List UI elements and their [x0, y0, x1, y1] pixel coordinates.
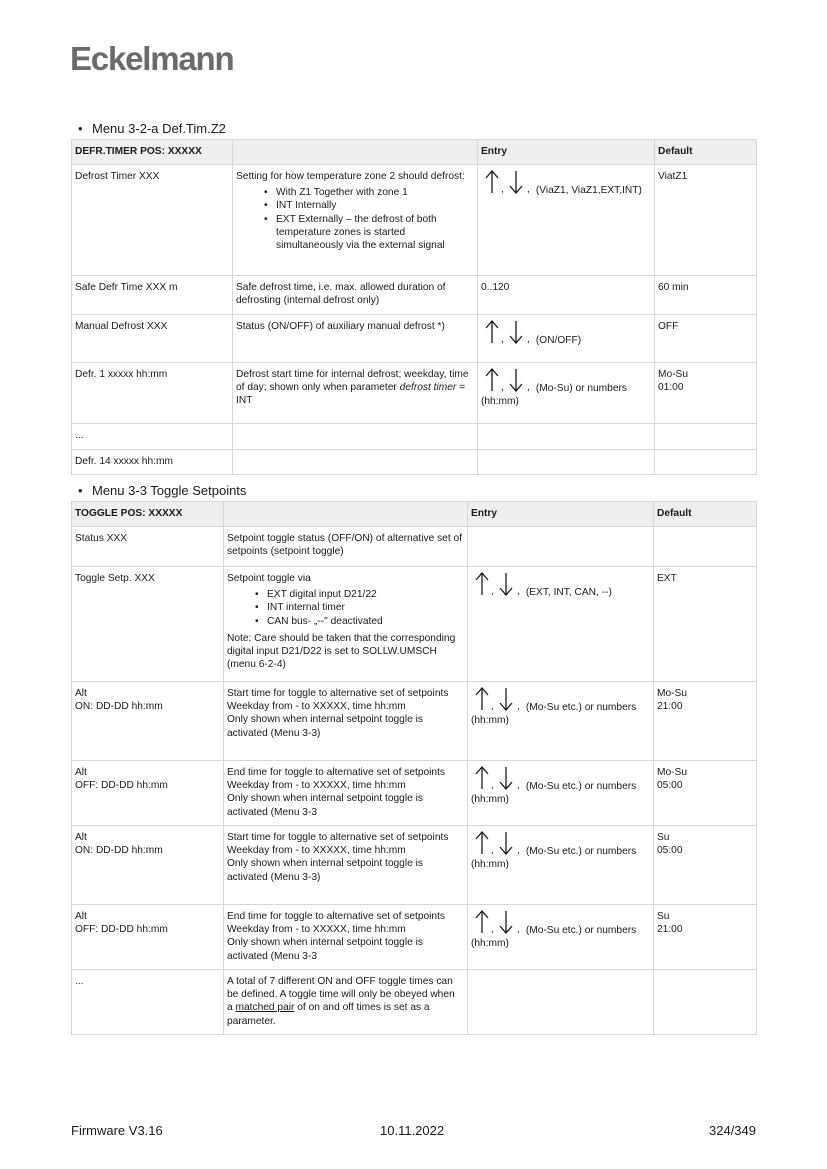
footer-date: 10.11.2022 [380, 1123, 445, 1138]
section-title-text: Menu 3-2-a Def.Tim.Z2 [92, 121, 226, 136]
list-item: • CAN bus- „--" deactivated [255, 615, 463, 628]
param-description: End time for toggle to alternative set of setpoints Weekday from - to XXXXX, time hh:mm Only shown when internal setpoint toggle is activated (Menu 3-3 [224, 761, 468, 826]
param-default: Mo-Su 01:00 [655, 363, 757, 424]
header-entry: Entry [468, 502, 654, 527]
list-item: • INT internal timer [255, 601, 463, 614]
table-row [72, 682, 757, 761]
arrow-down-icon [509, 170, 523, 194]
param-name: Alt ON: DD-DD hh:mm [72, 682, 224, 761]
param-entry: , , (ViaZ1, ViaZ1,EXT,INT) [478, 165, 655, 276]
param-entry: , , (ON/OFF) [478, 315, 655, 363]
param-name: Alt OFF: DD-DD hh:mm [72, 761, 224, 826]
header-entry: Entry [478, 140, 655, 165]
header-pos: DEFR.TIMER POS: XXXXX [72, 140, 233, 165]
table-row [72, 761, 757, 826]
list-item: • With Z1 Together with zone 1 [264, 186, 473, 199]
arrow-up-icon [485, 170, 499, 194]
footer-page-number: 324/349 [709, 1123, 756, 1138]
param-name: Status XXX [72, 527, 224, 567]
arrow-keys: , , [481, 368, 533, 392]
toggle-setpoints-table [71, 501, 757, 1035]
arrow-down-icon [499, 572, 513, 596]
table-header-row [72, 502, 757, 527]
arrow-up-icon [475, 572, 489, 596]
table-row [72, 450, 757, 475]
arrow-up-icon [475, 831, 489, 855]
table-row [72, 527, 757, 567]
arrow-down-icon [499, 831, 513, 855]
table-row [72, 424, 757, 450]
header-description [224, 502, 468, 527]
header-default: Default [655, 140, 757, 165]
param-description: End time for toggle to alternative set of setpoints Weekday from - to XXXXX, time hh:mm Only shown when internal setpoint toggle is activated (Menu 3-3 [224, 905, 468, 970]
param-default: EXT [654, 567, 757, 682]
param-entry: , , (EXT, INT, CAN, --) [468, 567, 654, 682]
table-row [72, 363, 757, 424]
table-row [72, 276, 757, 315]
arrow-down-icon [509, 320, 523, 344]
param-description: Setpoint toggle via • EXT digital input D21/22 • INT internal timer • CAN bus- „--" deactivated Note: Care should be taken that the corresponding digital input D21/D22 is set to SOLLW.UMSCH (menu 6-2-4) [224, 567, 468, 682]
param-description: Defrost start time for internal defrost; weekday, time of day; shown only when parameter defrost timer = INT [233, 363, 478, 424]
param-entry: , , (Mo-Su) or numbers (hh:mm) [478, 363, 655, 424]
param-name: ... [72, 970, 224, 1035]
header-pos: TOGGLE POS: XXXXX [72, 502, 224, 527]
param-entry: , , (Mo-Su etc.) or numbers (hh:mm) [468, 761, 654, 826]
arrow-up-icon [475, 910, 489, 934]
footer-firmware: Firmware V3.16 [71, 1123, 163, 1138]
param-description: Safe defrost time, i.e. max. allowed duration of defrosting (internal defrost only) [233, 276, 478, 315]
param-default: Mo-Su 21:00 [654, 682, 757, 761]
arrow-keys: , , [471, 766, 523, 790]
param-name: Toggle Setp. XXX [72, 567, 224, 682]
param-entry: 0..120 [478, 276, 655, 315]
list-item: • EXT digital input D21/22 [255, 588, 463, 601]
arrow-up-icon [485, 320, 499, 344]
param-default: Su 21:00 [654, 905, 757, 970]
section-title-toggle-setpoints: • Menu 3-3 Toggle Setpoints [78, 483, 247, 498]
defrost-timer-table [71, 139, 757, 475]
param-entry: , , (Mo-Su etc.) or numbers (hh:mm) [468, 682, 654, 761]
arrow-keys: , , [471, 831, 523, 855]
param-description: Start time for toggle to alternative set of setpoints Weekday from - to XXXXX, time hh:mm Only shown when internal setpoint toggle is activated (Menu 3-3) [224, 826, 468, 905]
param-description: Setting for how temperature zone 2 should defrost: • With Z1 Together with zone 1 • INT Internally • EXT Externally – the defrost of both temperature zones is started simultaneously via the external signal [233, 165, 478, 276]
param-entry: , , (Mo-Su etc.) or numbers (hh:mm) [468, 905, 654, 970]
arrow-down-icon [499, 910, 513, 934]
table-row [72, 970, 757, 1035]
param-entry: , , (Mo-Su etc.) or numbers (hh:mm) [468, 826, 654, 905]
arrow-down-icon [509, 368, 523, 392]
section-title-defrost-timer: • Menu 3-2-a Def.Tim.Z2 [78, 121, 226, 136]
param-name: Safe Defr Time XXX m [72, 276, 233, 315]
arrow-keys: , , [471, 687, 523, 711]
param-description: Status (ON/OFF) of auxiliary manual defrost *) [233, 315, 478, 363]
arrow-up-icon [475, 766, 489, 790]
param-name: Defrost Timer XXX [72, 165, 233, 276]
param-default: ViatZ1 [655, 165, 757, 276]
param-description: A total of 7 different ON and OFF toggle times can be defined. A toggle time will only be obeyed when a matched pair of on and off times is set as a parameter. [224, 970, 468, 1035]
param-name: Manual Defrost XXX [72, 315, 233, 363]
table-header-row [72, 140, 757, 165]
table-row [72, 905, 757, 970]
arrow-keys: , , [481, 170, 533, 194]
param-default: Su 05:00 [654, 826, 757, 905]
param-default: 60 min [655, 276, 757, 315]
param-default: Mo-Su 05:00 [654, 761, 757, 826]
param-name: ... [72, 424, 233, 450]
arrow-keys: , , [481, 320, 533, 344]
table-row [72, 315, 757, 363]
section-title-text: Menu 3-3 Toggle Setpoints [92, 483, 247, 498]
header-default: Default [654, 502, 757, 527]
param-description: Start time for toggle to alternative set of setpoints Weekday from - to XXXXX, time hh:mm Only shown when internal setpoint toggle is activated (Menu 3-3) [224, 682, 468, 761]
param-name: Defr. 1 xxxxx hh:mm [72, 363, 233, 424]
table-row [72, 567, 757, 682]
arrow-down-icon [499, 766, 513, 790]
list-item: • EXT Externally – the defrost of both temperature zones is started simultaneously via the external signal [264, 213, 473, 253]
header-description [233, 140, 478, 165]
arrow-up-icon [475, 687, 489, 711]
param-name: Alt ON: DD-DD hh:mm [72, 826, 224, 905]
table-row [72, 826, 757, 905]
arrow-keys: , , [471, 910, 523, 934]
arrow-down-icon [499, 687, 513, 711]
param-name: Alt OFF: DD-DD hh:mm [72, 905, 224, 970]
table-row [72, 165, 757, 276]
param-name: Defr. 14 xxxxx hh:mm [72, 450, 233, 475]
arrow-keys: , , [471, 572, 523, 596]
param-description: Setpoint toggle status (OFF/ON) of alternative set of setpoints (setpoint toggle) [224, 527, 468, 567]
company-logo: Eckelmann [70, 40, 234, 77]
param-default: OFF [655, 315, 757, 363]
arrow-up-icon [485, 368, 499, 392]
list-item: • INT Internally [264, 199, 473, 212]
